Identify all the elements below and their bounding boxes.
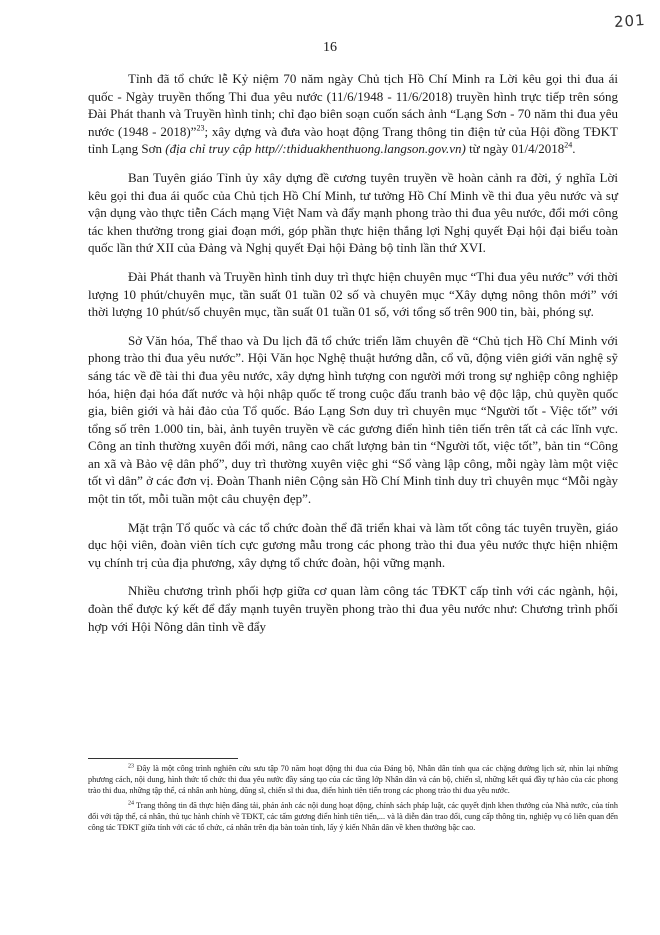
paragraph-3: Đài Phát thanh và Truyền hình tỉnh duy trì thực hiện chuyên mục “Thi đua yêu nước” với thời lượng 10 phút/chuyên mục, tần suất 01 tuần 02 số và chuyên mục “Xây dựng nông thôn mới” với thời lượng 10 phút/số chuyên mục, tần suất 01 tuần 01 số, với tổng số trên 900 tin, bài, phóng sự. [88,268,618,320]
paragraph-1: Tỉnh đã tổ chức lễ Kỷ niệm 70 năm ngày Chủ tịch Hồ Chí Minh ra Lời kêu gọi thi đua ái quốc - Ngày truyền thống Thi đua yêu nước (11/6/1948 - 11/6/2018) truyền hình trực tiếp trên sóng Đài Phát thanh và Truyền hình tỉnh; chỉ đạo biên soạn cuốn sách ảnh “Lạng Sơn - 70 năm thi đua yêu nước (1948 - 2018)”$^{23}$; xây dựng và đưa vào hoạt động Trang thông tin điện tử của Hội đồng TĐKT tỉnh Lạng Sơn (địa chỉ truy cập http//:thiduakhenthuong.langson.gov.vn) từ ngày 01/4/2018$^{24}$. [88,71,619,157]
footnote-23: $^{23}$ Đây là một công trình nghiên cứu sưu tập 70 năm hoạt động thi đua của Đảng bộ, Nhân dân tỉnh qua các chặng đường lịch sử, nhìn lại những phương cách, nội dung, hình thức tổ chức thi đua yêu nước đầy sáng tạo của các tầng lớp Nhân dân và cán bộ, chiến sĩ, những kết quả đầy tự hào của các phong trào thi đua, những tập thể, cá nhân anh hùng, dũng sĩ, chiến sĩ thi đua, điển hình tiên tiến trong các phong trào thi đua yêu nước. [88,763,618,795]
paragraph-2: Ban Tuyên giáo Tỉnh ủy xây dựng đề cương tuyên truyền về hoàn cảnh ra đời, ý nghĩa Lời kêu gọi thi đua ái quốc của Chủ tịch Hồ Chí Minh, tư tưởng Hồ Chí Minh về thi đua yêu nước và sự vận dụng vào thực tiễn Cách mạng Việt Nam và đẩy mạnh phong trào thi đua yêu nước, đổi mới công tác khen thưởng trong giai đoạn mới, góp phần thực hiện thắng lợi Nghị quyết Đại hội đại biểu toàn quốc lần thứ XII của Đảng và Nghị quyết Đại hội Đảng bộ tỉnh lần thứ XVI. [88,169,618,256]
footnote-24: $^{24}$ Trang thông tin đã thực hiện đăng tải, phản ánh các nội dung hoạt động, chính sách pháp luật, các quyết định khen thưởng của Nhà nước, của tỉnh đối với tập thể, cá nhân, thủ tục hành chính về TĐKT, các tấm gương điển hình tiên tiến,... và là diễn đàn trao đổi, cung cấp thông tin, nghiệp vụ có liên quan đến công tác TĐKT giữa tỉnh với các tổ chức, cá nhân trên địa bàn toàn tỉnh, lấy ý kiến Nhân dân về khen thưởng bậc cao. [88,800,618,832]
footnote-divider [88,758,238,759]
paragraph-4: Sở Văn hóa, Thể thao và Du lịch đã tổ chức triển lãm chuyên đề “Chủ tịch Hồ Chí Minh với phong trào thi đua yêu nước”. Hội Văn học Nghệ thuật hướng dẫn, cổ vũ, động viên giới văn nghệ sỹ sáng tác về đề tài thi đua yêu nước, xây dựng hình tượng con người mới trong sự nghiệp công nghiệp hóa, hiện đại hóa đất nước và hội nhập quốc tế trong cuộc đấu tranh bảo vệ độc lập, chủ quyền quốc gia, biên giới và hải đảo của Tổ quốc. Báo Lạng Sơn duy trì chuyên mục “Người tốt - Việc tốt” với tổng số trên 1.000 tin, bài, ảnh tuyên truyền về các gương điển hình tiên tiến trên tất cả các lĩnh vực. Công an tỉnh thường xuyên đổi mới, nâng cao chất lượng bản tin “Người tốt, việc tốt”, bản tin “Công an xã và Bảo vệ dân phố”, duy trì thường xuyên việc ghi “Sổ vàng lập công, mỗi ngày làm một việc tốt vì dân” ở các đơn vị. Đoàn Thanh niên Cộng sản Hồ Chí Minh tỉnh duy trì chuyên mục “Mỗi ngày một tin tốt, mỗi tuần một câu chuyện đẹp”. [88,332,618,507]
footnote-ref-23[interactable]: 23 [196,123,205,133]
page-number: 16 [323,40,337,55]
paragraph-6: Nhiều chương trình phối hợp giữa cơ quan làm công tác TĐKT cấp tỉnh với các ngành, hội, đoàn thể được ký kết để đẩy mạnh tuyên truyền phong trào thi đua yêu nước như: Chương trình phối hợp với Hội Nông dân tỉnh về đẩy [88,583,618,634]
website-address: (địa chỉ truy cập http//:thiduakhenthuong.langson.gov.vn) [165,141,466,157]
handwritten-page-number: 201 [613,10,647,32]
body-text [88,70,618,646]
footnotes [88,758,618,837]
paragraph-5: Mặt trận Tổ quốc và các tổ chức đoàn thể đã triển khai và làm tốt công tác tuyên truyền, giáo dục hội viên, đoàn viên tích cực gương mẫu trong các phong trào thi đua yêu nước thực hiện nhiệm vụ chính trị của địa phương, xây dựng tổ chức đoàn, hội vững mạnh. [88,519,618,570]
footnote-ref-24[interactable]: 24 [564,141,573,151]
